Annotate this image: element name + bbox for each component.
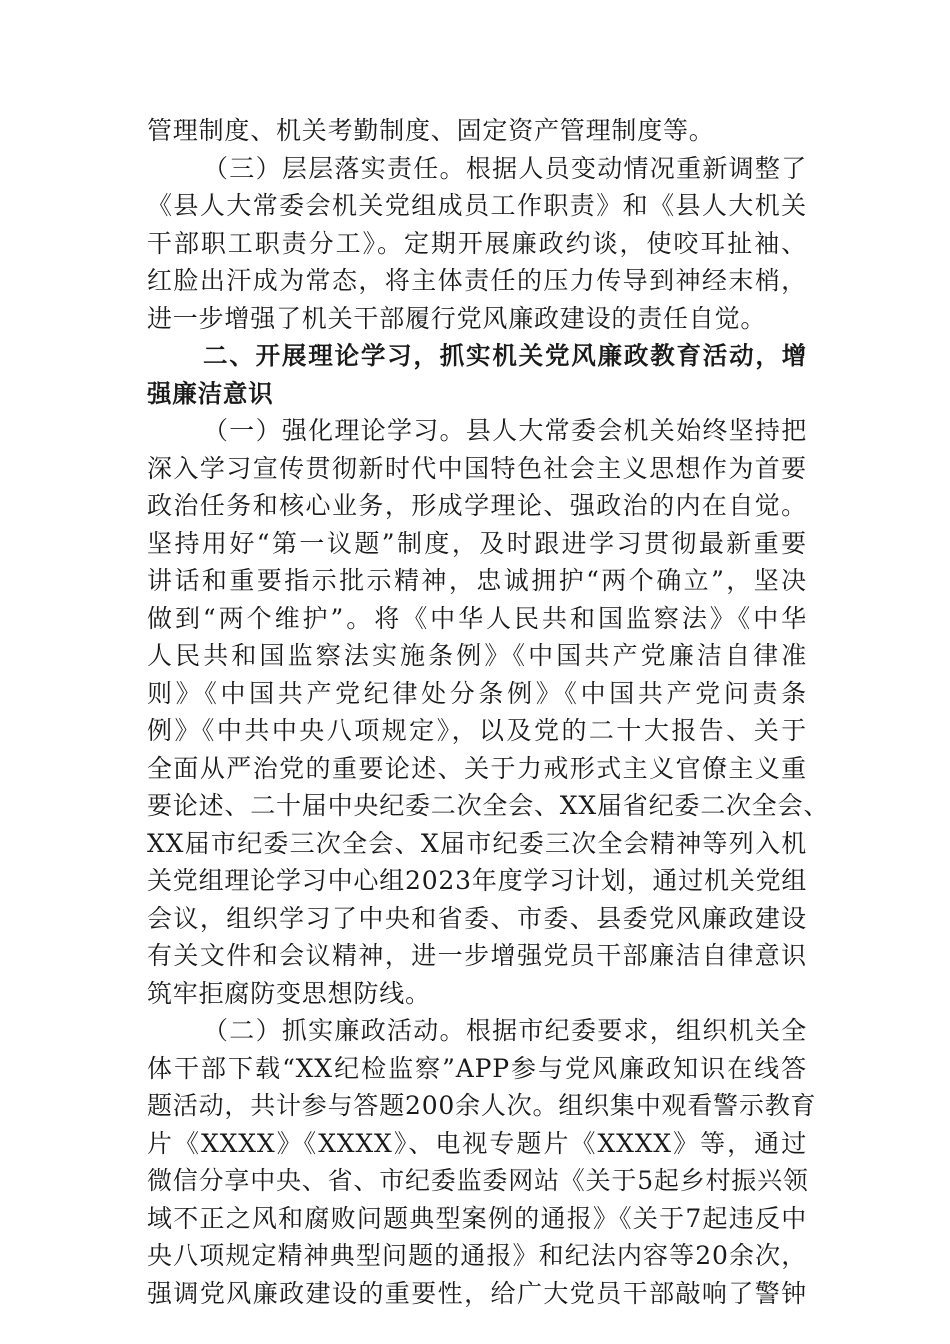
text-line: 央八项规定精神典型问题的通报》和纪法内容等20余次， — [147, 1241, 807, 1270]
paragraph-integrity-activities — [147, 1012, 817, 1312]
text-line: 域不正之风和腐败问题典型案例的通报》《关于7起违反中 — [147, 1203, 807, 1233]
text-line: 会议，组织学习了中央和省委、市委、县委党风廉政建设 — [147, 903, 807, 933]
text-line: 红脸出汗成为常态，将主体责任的压力传导到神经末梢， — [147, 266, 807, 295]
text-line: （一）强化理论学习。县人大常委会机关始终坚持把 — [203, 416, 807, 445]
text-line: 题活动，共计参与答题200余人次。组织集中观看警示教育 — [147, 1091, 817, 1120]
text-line: 片《XXXX》《XXXX》、电视专题片《XXXX》等，通过 — [147, 1128, 807, 1158]
text-line: 关党组理论学习中心组2023年度学习计划，通过机关党组 — [147, 866, 808, 895]
text-line: 进一步增强了机关干部履行党风廉政建设的责任自觉。 — [147, 303, 767, 333]
heading-line: 二、开展理论学习，抓实机关党风廉政教育活动，增 — [203, 341, 807, 370]
text-line: 干部职工职责分工》。定期开展廉政约谈，使咬耳扯袖、 — [147, 228, 807, 258]
text-line: 要论述、二十届中央纪委二次全会、XX届省纪委二次全会、 — [147, 791, 830, 820]
paragraph-responsibility — [147, 150, 807, 338]
text-line: 体干部下载“XX纪检监察”APP参与党风廉政知识在线答 — [147, 1053, 807, 1083]
text-line: XX届市纪委三次全会、X届市纪委三次全会精神等列入机 — [147, 828, 807, 858]
paragraph-management-rules-tail — [147, 112, 807, 150]
text-line: 强调党风廉政建设的重要性，给广大党员干部敲响了警钟 — [147, 1278, 807, 1308]
text-line: 做到“两个维护”。将《中华人民共和国监察法》《中华 — [147, 603, 807, 633]
heading-line: 强廉洁意识 — [147, 378, 274, 408]
text-line: 讲话和重要指示批示精神，忠诚拥护“两个确立”，坚决 — [147, 566, 807, 595]
text-line: 政治任务和核心业务，形成学理论、强政治的内在自觉。 — [147, 491, 807, 520]
text-line: 坚持用好“第一议题”制度，及时跟进学习贯彻最新重要 — [147, 528, 807, 558]
text-line: 例》《中共中央八项规定》，以及党的二十大报告、关于 — [147, 716, 807, 745]
text-line: （二）抓实廉政活动。根据市纪委要求，组织机关全 — [203, 1016, 807, 1045]
text-line: 筑牢拒腐防变思想防线。 — [147, 978, 431, 1008]
text-line: （三）层层落实责任。根据人员变动情况重新调整了 — [203, 153, 807, 183]
text-line: 则》《中国共产党纪律处分条例》《中国共产党问责条 — [147, 678, 807, 708]
text-line: 微信分享中央、省、市纪委监委网站《关于5起乡村振兴领 — [147, 1166, 809, 1195]
text-line: 有关文件和会议精神，进一步增强党员干部廉洁自律意识 — [147, 941, 807, 970]
text-line: 人民共和国监察法实施条例》《中国共产党廉洁自律准 — [147, 641, 807, 670]
text-line: 全面从严治党的重要论述、关于力戒形式主义官僚主义重 — [147, 753, 807, 783]
text-line: 《县人大常委会机关党组成员工作职责》和《县人大机关 — [147, 191, 807, 220]
text-line: 管理制度、机关考勤制度、固定资产管理制度等。 — [147, 116, 715, 145]
text-line: 深入学习宣传贯彻新时代中国特色社会主义思想作为首要 — [147, 453, 807, 483]
document-page — [147, 112, 830, 1312]
section-heading-two — [147, 337, 807, 412]
paragraph-theory-study — [147, 412, 830, 1012]
